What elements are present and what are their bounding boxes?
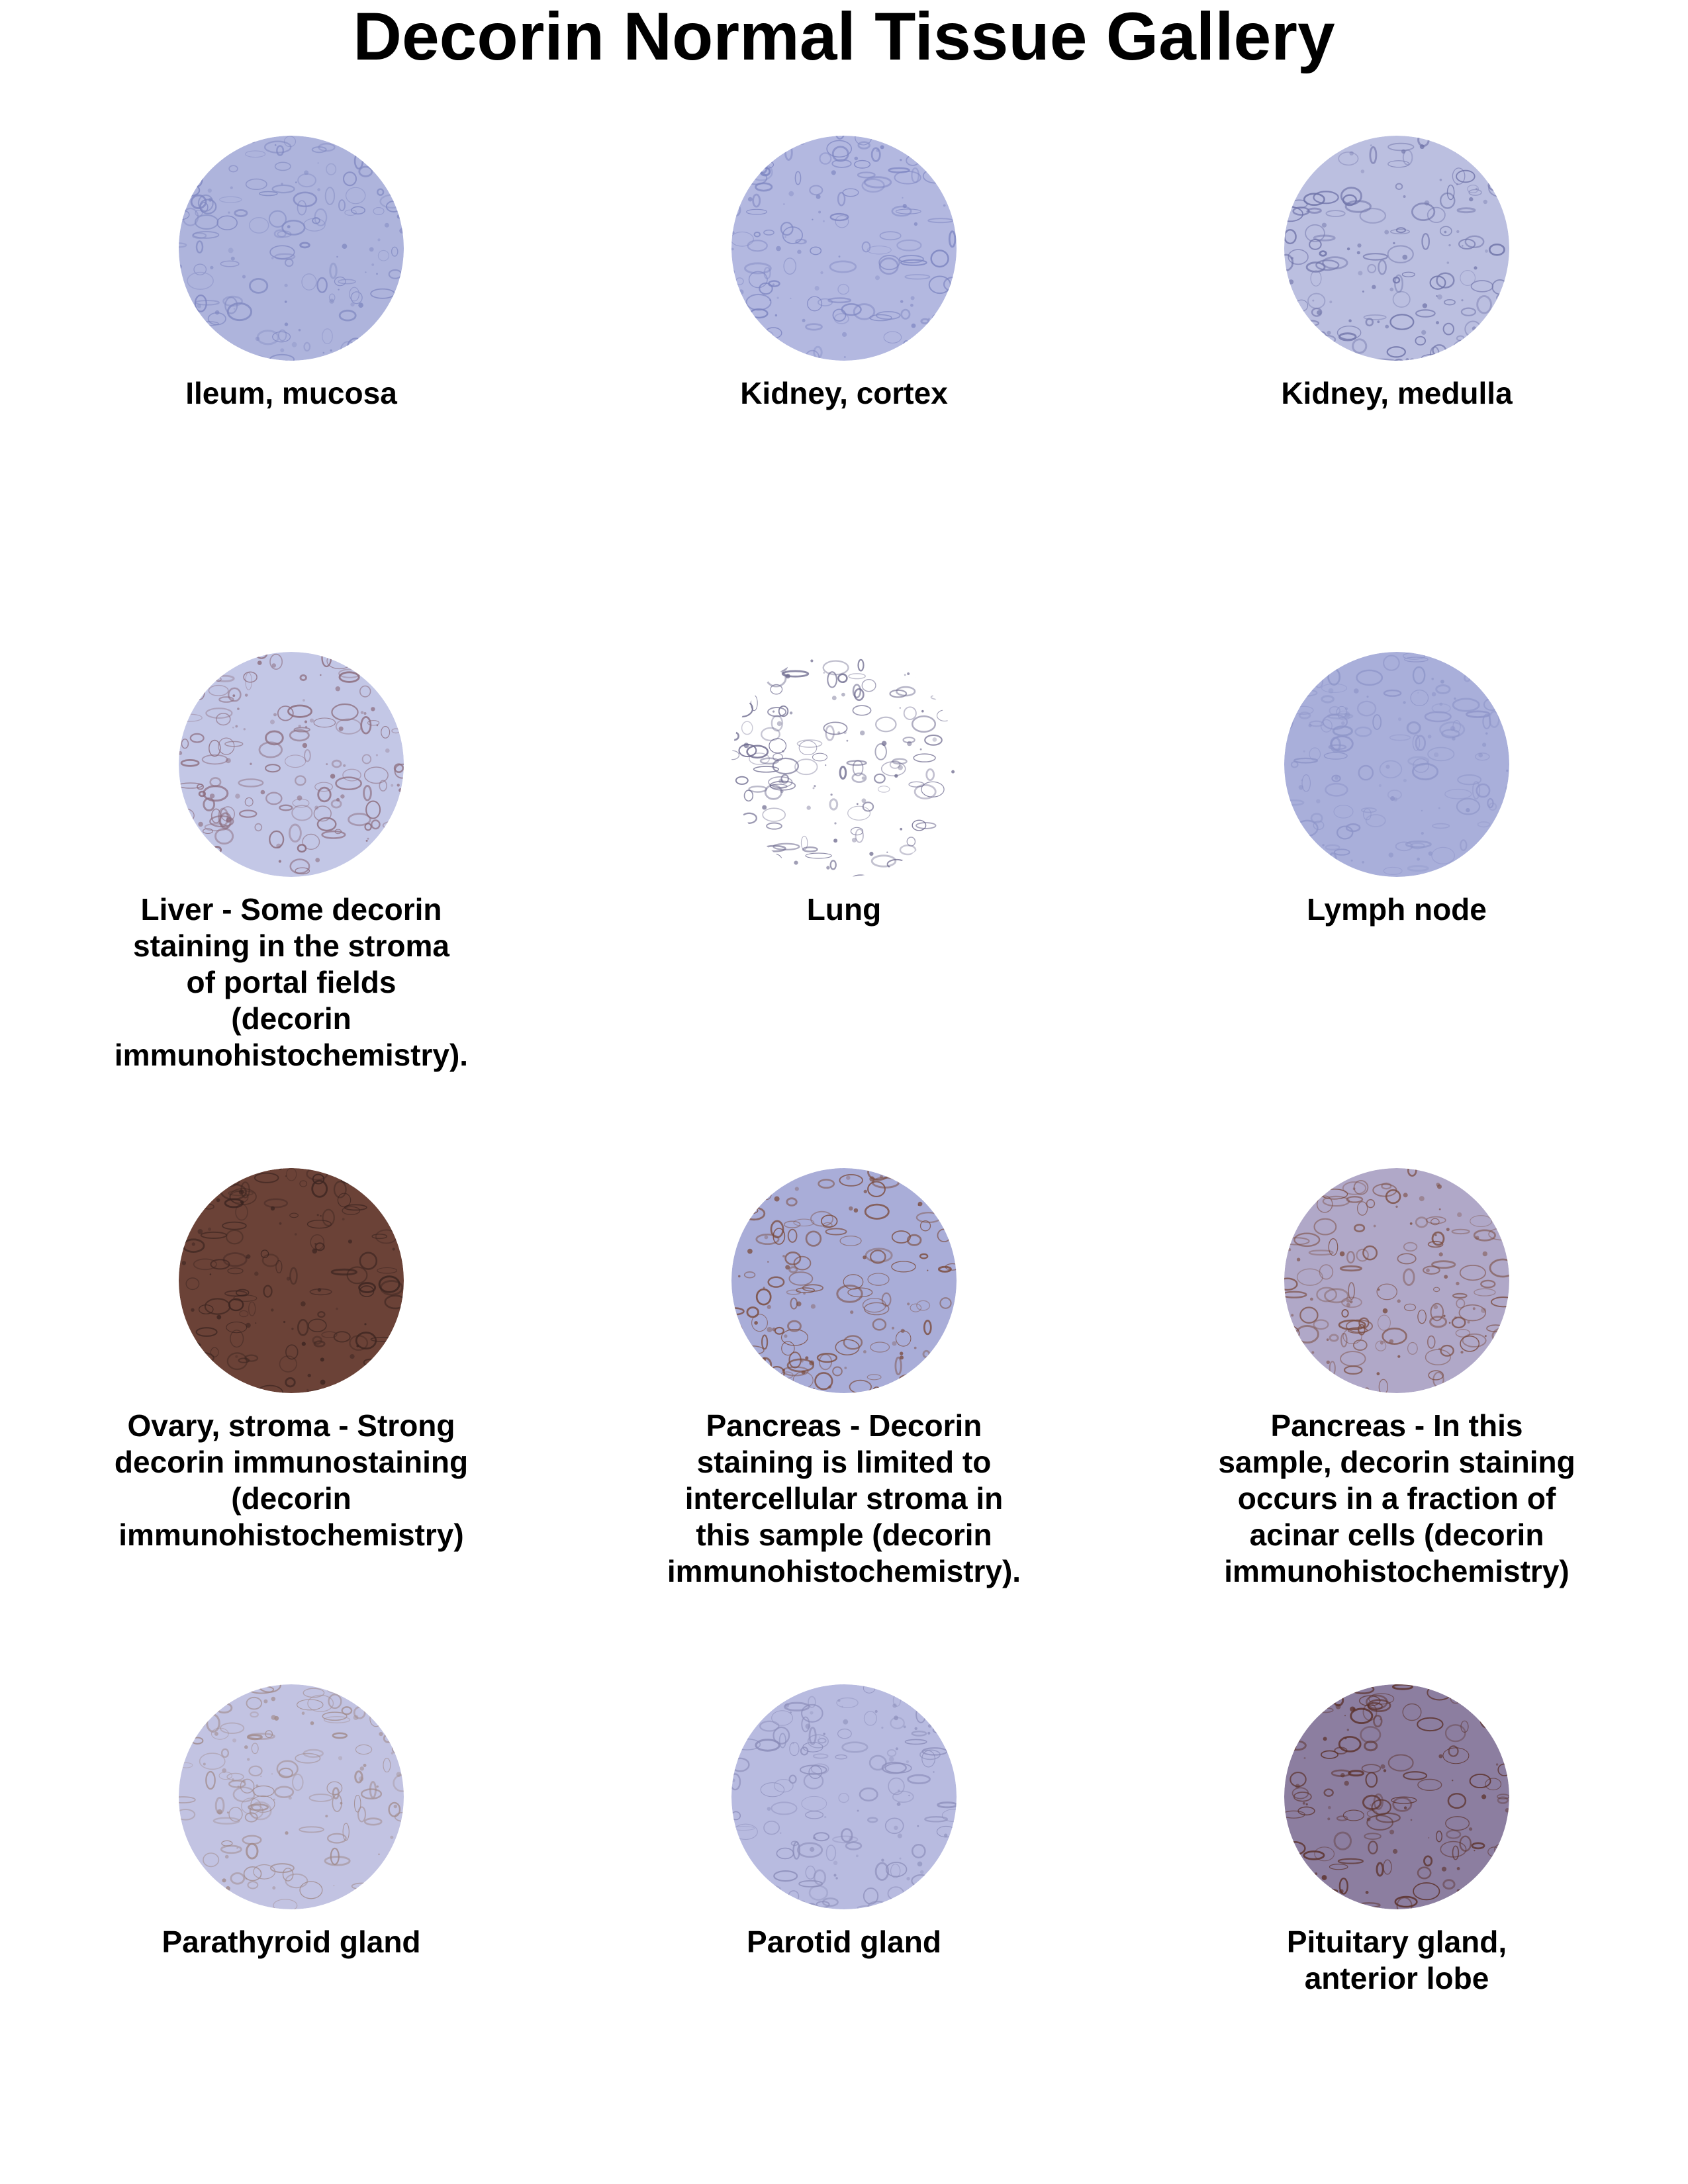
tissue-caption: Ileum, mucosa	[185, 376, 397, 410]
tissue-core-image	[1284, 129, 1509, 367]
tissue-caption: Parathyroid gland	[162, 1925, 421, 1959]
tissue-caption: Liver - Some decorin staining in the stroma of portal fields (decorin immunohistochemistry).	[114, 892, 469, 1072]
tissue-core-image	[179, 645, 404, 884]
tissue-caption: Kidney, medulla	[1281, 376, 1513, 410]
tissue-caption: Kidney, cortex	[740, 376, 948, 410]
tissue-core-image	[731, 129, 957, 367]
tissue-core-image	[179, 1678, 404, 1916]
tissue-core-image	[1284, 1161, 1509, 1400]
tissue-caption: Ovary, stroma - Strong decorin immunostaining (decorin immunohistochemistry)	[114, 1408, 469, 1552]
page-title: Decorin Normal Tissue Gallery	[353, 0, 1335, 74]
tissue-core-image	[179, 129, 404, 367]
tissue-core-image	[179, 1161, 404, 1400]
tissue-caption: Parotid gland	[747, 1925, 941, 1959]
tissue-core-image	[731, 645, 957, 884]
tissue-caption: Lymph node	[1307, 892, 1487, 927]
tissue-core-image	[1284, 645, 1509, 884]
tissue-caption: Pancreas - Decorin staining is limited to intercellular stroma in this sample (decorin immunohistochemistry).	[667, 1408, 1021, 1588]
tissue-core-image	[1284, 1678, 1509, 1916]
tissue-caption: Pituitary gland, anterior lobe	[1286, 1925, 1507, 1995]
tissue-caption: Pancreas - In this sample, decorin staining occurs in a fraction of acinar cells (decorin immunohistochemistry)	[1218, 1408, 1575, 1588]
tissue-core-image	[731, 1678, 957, 1916]
tissue-caption: Lung	[806, 892, 882, 927]
tissue-core-image	[731, 1161, 957, 1400]
